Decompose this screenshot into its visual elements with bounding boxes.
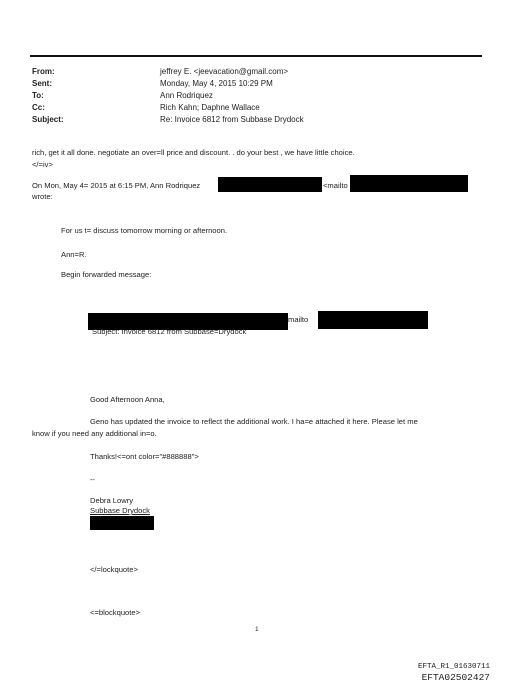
ann-signoff: Ann=R. [61, 250, 87, 259]
body-line-1: rich, get it all done. negotiate an over=ll price and discount. . do your best , we have little choice. [32, 148, 355, 157]
forwarded-subject: Subject: Invoice 6812 from Subbase=Drydock [92, 327, 247, 336]
redaction-block [350, 175, 468, 192]
to-value: Ann Rodriquez [160, 91, 213, 100]
mailto-text-1: <mailto [323, 181, 348, 190]
sent-label: Sent: [32, 79, 52, 88]
end-quote-tag: </=lockquote> [90, 565, 138, 574]
wrote-text: wrote: [32, 192, 53, 201]
subject-label: Subject: [32, 115, 64, 124]
quote-intro: On Mon, May 4= 2015 at 6:15 PM, Ann Rodriquez [32, 181, 201, 190]
signature-name: Debra Lowry [90, 496, 134, 505]
start-quote-tag: <=blockquote> [90, 608, 141, 617]
to-label: To: [32, 91, 44, 100]
forwarded-header: Begin forwarded message: [61, 270, 152, 279]
signature-dash: -- [90, 475, 96, 484]
message-line-2: know if you need any additional in=o. [32, 429, 157, 438]
message-line-1: Geno has updated the invoice to reflect the additional work. I ha=e attached it here. Please let me [90, 417, 418, 426]
page-number: 1 [255, 626, 259, 633]
cc-label: Cc: [32, 103, 45, 112]
sent-value: Monday, May 4, 2015 10:29 PM [160, 79, 273, 88]
redaction-block [218, 177, 322, 192]
from-label: From: [32, 67, 55, 76]
header-rule [30, 55, 482, 57]
thanks-line: Thanks!<=ont color="#888888"> [90, 452, 199, 461]
footer-id-1: EFTA_R1_01630711 [417, 663, 490, 671]
footer-id-2: EFTA02502427 [421, 672, 490, 683]
redaction-block [318, 311, 428, 329]
discuss-line: For us t= discuss tomorrow morning or afternoon. [61, 226, 228, 235]
mailto-text-2: mailto [288, 315, 309, 324]
redaction-block [90, 516, 154, 530]
greeting: Good Afternoon Anna, [90, 395, 165, 404]
subject-value: Re: Invoice 6812 from Subbase Drydock [160, 115, 304, 124]
cc-value: Rich Kahn; Daphne Wallace [160, 103, 260, 112]
from-value: jeffrey E. <jeevacation@gmail.com> [160, 67, 289, 76]
body-line-2: </=iv> [32, 160, 53, 169]
signature-company: Subbase Drydock [90, 506, 150, 515]
